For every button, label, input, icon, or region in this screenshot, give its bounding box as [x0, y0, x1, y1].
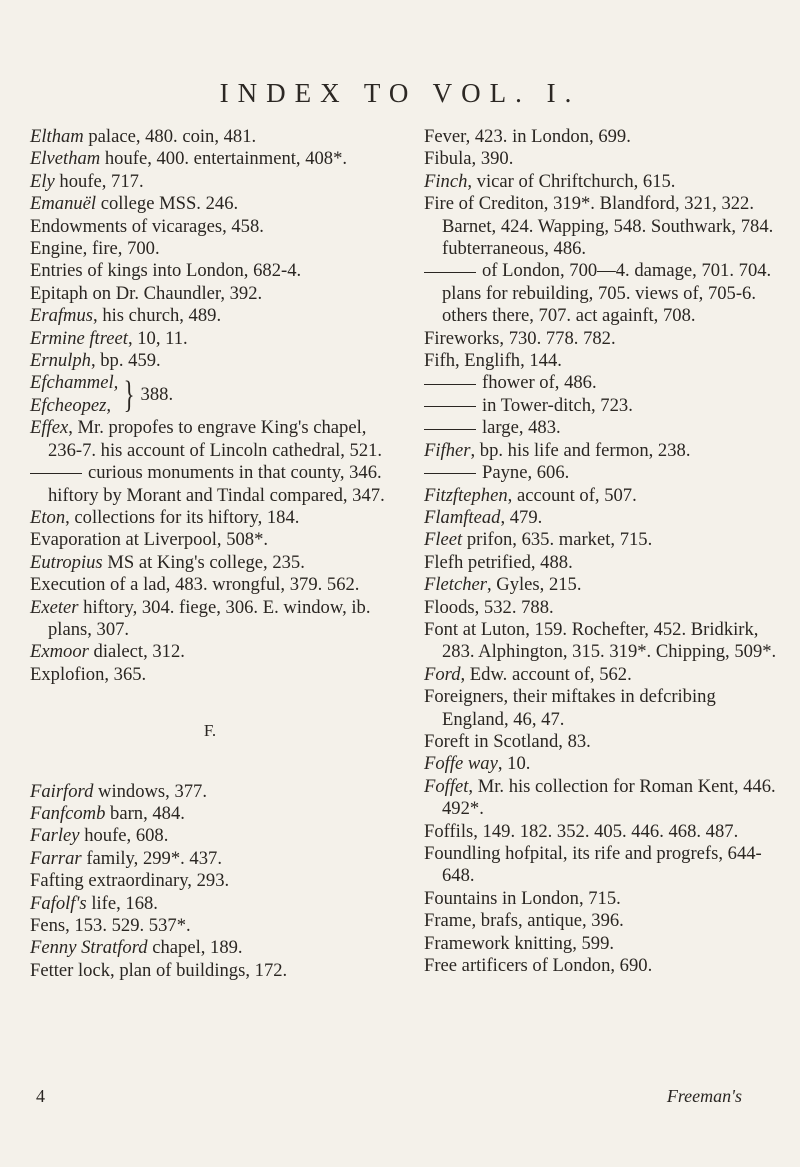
index-entry — [30, 305, 390, 327]
index-entry — [424, 485, 784, 507]
entry-heading: Ernulph — [30, 350, 91, 372]
entry-heading: Farley — [30, 825, 80, 847]
entry-text: , Mr. propofes to engrave King's chapel, 236-7. his account of Lincoln cathedral, 521. — [48, 417, 383, 461]
entry-heading: Elvetham — [30, 148, 101, 170]
entry-text: houfe, 717. — [54, 170, 144, 192]
index-entry — [30, 171, 390, 193]
index-entry — [424, 552, 784, 574]
index-entry — [424, 888, 784, 910]
index-entry — [424, 843, 784, 888]
catchword: Freeman's — [666, 1086, 742, 1106]
entry-text: , 479. — [500, 506, 543, 528]
index-entry — [30, 848, 390, 870]
index-entry — [30, 462, 390, 507]
entry-text: Foffils, 149. 182. 352. 405. 446. 468. 487. — [424, 820, 739, 842]
entry-heading: Flamftead — [424, 506, 501, 528]
entry-text: , account of, 507. — [507, 484, 637, 506]
index-entry — [30, 126, 390, 148]
index-entry — [30, 372, 390, 417]
index-entry — [30, 825, 390, 847]
ditto-dash — [424, 406, 476, 407]
index-entry — [424, 507, 784, 529]
entry-text: Foreft in Scotland, 83. — [424, 730, 591, 752]
brace-glyph: } — [123, 373, 135, 416]
index-entry — [424, 933, 784, 955]
entry-heading: Foffet — [424, 775, 469, 797]
entry-text: Fever, 423. in London, 699. — [424, 126, 631, 147]
left-column — [30, 126, 390, 982]
ditto-dash — [424, 429, 476, 430]
entry-heading: Fitzftephen — [424, 484, 508, 506]
entry-text: , his church, 489. — [93, 305, 222, 327]
entry-heading: Exmoor — [30, 641, 89, 663]
entry-heading: Exeter — [30, 596, 79, 618]
entry-heading: Eton — [30, 506, 66, 528]
index-entry — [424, 753, 784, 775]
entry-text: , Mr. his collection for Roman Kent, 446. 492*. — [442, 775, 776, 820]
index-entry — [30, 328, 390, 350]
index-entry — [424, 686, 784, 731]
entry-text: Framework knitting, 599. — [424, 932, 615, 954]
entry-text: Fafting extraordinary, 293. — [30, 870, 230, 892]
entry-text: Free artificers of London, 690. — [424, 955, 653, 977]
entry-heading: Fletcher — [424, 574, 487, 596]
entry-heading: Eutropius — [30, 551, 103, 573]
entry-text: hiftory, 304. fiege, 306. E. window, ib. plans, 307. — [48, 596, 371, 640]
entry-text: Epitaph on Dr. Chaundler, 392. — [30, 282, 263, 304]
index-entry — [30, 148, 390, 170]
entry-heading: Fafolf's — [30, 892, 87, 914]
section-letter: F. — [203, 721, 217, 741]
index-entry — [424, 574, 784, 596]
index-entry — [30, 960, 390, 982]
index-entry — [424, 171, 784, 193]
entry-heading: Farrar — [30, 847, 82, 869]
entry-text: houfe, 400. entertainment, 408*. — [100, 148, 348, 170]
entry-text: , collections for its hiftory, 184. — [65, 506, 300, 528]
entry-heading: Foffe way — [424, 753, 498, 775]
index-entry — [424, 126, 784, 148]
entry-text: , 10, 11. — [127, 327, 188, 349]
entry-text: Fetter lock, plan of buildings, 172. — [30, 959, 288, 981]
page-header: INDEX TO VOL. I. — [219, 78, 581, 108]
right-column — [424, 126, 784, 977]
entry-text: college MSS. 246. — [96, 193, 239, 215]
entry-text: Endowments of vicarages, 458. — [30, 215, 264, 237]
entry-text: Explofion, 365. — [30, 663, 147, 685]
index-entry — [30, 597, 390, 642]
entry-text: of London, 700—4. damage, 701. 704. plans for rebuilding, 705. views of, 705-6. others there, 707. act againft, 708. — [442, 260, 772, 327]
entry-text: Entries of kings into London, 682-4. — [30, 260, 302, 282]
index-entry — [30, 552, 390, 574]
index-entry — [424, 910, 784, 932]
entry-text: in Tower-ditch, 723. — [482, 394, 633, 416]
entry-heading: Ermine ftreet — [30, 327, 128, 349]
index-entry — [424, 731, 784, 753]
index-entry — [424, 395, 784, 417]
ditto-dash — [424, 384, 476, 385]
index-entry — [30, 238, 390, 260]
index-entry — [424, 350, 784, 372]
index-entry — [424, 328, 784, 350]
entry-text: chapel, 189. — [147, 937, 243, 959]
entry-text: fhower of, 486. — [482, 372, 597, 394]
index-entry — [30, 915, 390, 937]
entry-text: Foundling hofpital, its rife and progrefs, 644-648. — [424, 843, 762, 887]
index-entry — [30, 216, 390, 238]
entry-heading: Fanfcomb — [30, 802, 106, 824]
ditto-dash — [30, 473, 82, 474]
index-entry — [30, 870, 390, 892]
entry-text: Fibula, 390. — [424, 148, 514, 170]
index-entry — [30, 283, 390, 305]
entry-text: Fens, 153. 529. 537*. — [30, 915, 191, 936]
entry-heading: Efchammel, — [30, 372, 119, 394]
entry-text: Engine, fire, 700. — [30, 238, 160, 260]
index-entry — [30, 417, 390, 462]
index-entry — [424, 597, 784, 619]
entry-text: , 10. — [497, 753, 531, 775]
index-entry — [30, 193, 390, 215]
index-entry — [30, 781, 390, 803]
entry-text: Floods, 532. 788. — [424, 596, 554, 618]
index-entry — [424, 664, 784, 686]
entry-heading: Emanuël — [30, 193, 97, 215]
index-entry — [424, 462, 784, 484]
entry-text: MS at King's college, 235. — [102, 551, 305, 573]
entry-text: family, 299*. 437. — [81, 847, 222, 869]
entry-text: Execution of a lad, 483. wrongful, 379. 562. — [30, 574, 360, 596]
index-entry — [424, 193, 784, 260]
index-entry — [424, 529, 784, 551]
index-entry — [30, 803, 390, 825]
entry-text: prifon, 635. market, 715. — [462, 529, 653, 551]
entry-text: Foreigners, their miftakes in defcribing England, 46, 47. — [424, 686, 716, 730]
index-entry — [424, 619, 784, 664]
ditto-dash — [424, 473, 476, 474]
entry-text: Fountains in London, 715. — [424, 887, 621, 909]
index-entry — [30, 350, 390, 372]
index-entry — [424, 417, 784, 439]
entry-text: Fire of Crediton, 319*. Blandford, 321, 322. Barnet, 424. Wapping, 548. Southwark, 784. fubterraneous, 486. — [424, 193, 774, 260]
index-entry — [424, 372, 784, 394]
entry-heading: Efcheopez, — [30, 394, 112, 416]
entry-text: life, 168. — [86, 892, 158, 914]
index-entry — [30, 507, 390, 529]
page-number: 4 — [36, 1086, 45, 1106]
index-entry — [30, 529, 390, 551]
index-entry — [424, 440, 784, 462]
entry-heading: Ely — [30, 170, 55, 192]
entry-text: Evaporation at Liverpool, 508*. — [30, 529, 269, 551]
index-entry — [30, 260, 390, 282]
entry-text: Fifh, Englifh, 144. — [424, 350, 562, 372]
index-entry — [30, 937, 390, 959]
entry-text: , Gyles, 215. — [486, 574, 582, 596]
entry-heading: Fifher — [424, 439, 471, 461]
entry-text: Frame, brafs, antique, 396. — [424, 910, 624, 932]
index-entry — [30, 893, 390, 915]
index-entry — [30, 641, 390, 663]
entry-heading: Erafmus — [30, 305, 94, 327]
entry-text: 388. — [140, 383, 174, 405]
entry-text: houfe, 608. — [79, 825, 169, 847]
entry-text: Flefh petrified, 488. — [424, 551, 573, 573]
entry-text: large, 483. — [482, 417, 561, 439]
entry-text: Fireworks, 730. 778. 782. — [424, 327, 616, 349]
index-entry — [424, 260, 784, 327]
entry-heading: Fenny Stratford — [30, 937, 148, 959]
entry-text: curious monuments in that county, 346. hiftory by Morant and Tindal compared, 347. — [48, 462, 385, 506]
entry-heading: Finch — [424, 170, 468, 192]
entry-text: , vicar of Chriftchurch, 615. — [467, 170, 676, 192]
entry-text: Font at Luton, 159. Rochefter, 452. Bridkirk, 283. Alphington, 315. 319*. Chipping, 509*. — [424, 618, 777, 663]
entry-heading: Ford — [424, 663, 461, 685]
entry-heading: Eltham — [30, 126, 84, 147]
entry-text: barn, 484. — [105, 802, 185, 824]
entry-text: windows, 377. — [93, 780, 208, 802]
index-entry — [424, 821, 784, 843]
entry-text: , bp. 459. — [90, 350, 161, 372]
entry-text: dialect, 312. — [88, 641, 185, 663]
ditto-dash — [424, 272, 476, 273]
entry-text: , bp. his life and fermon, 238. — [470, 439, 691, 461]
entry-text: Payne, 606. — [482, 462, 570, 484]
index-entry — [424, 955, 784, 977]
entry-heading: Effex — [30, 417, 69, 439]
entry-heading: Fleet — [424, 529, 463, 551]
entry-text: , Edw. account of, 562. — [460, 663, 632, 685]
index-entry — [30, 664, 390, 686]
entry-heading: Fairford — [30, 780, 94, 802]
index-entry — [30, 574, 390, 596]
entry-text: palace, 480. coin, 481. — [83, 126, 257, 147]
index-entry — [424, 776, 784, 821]
index-entry — [424, 148, 784, 170]
